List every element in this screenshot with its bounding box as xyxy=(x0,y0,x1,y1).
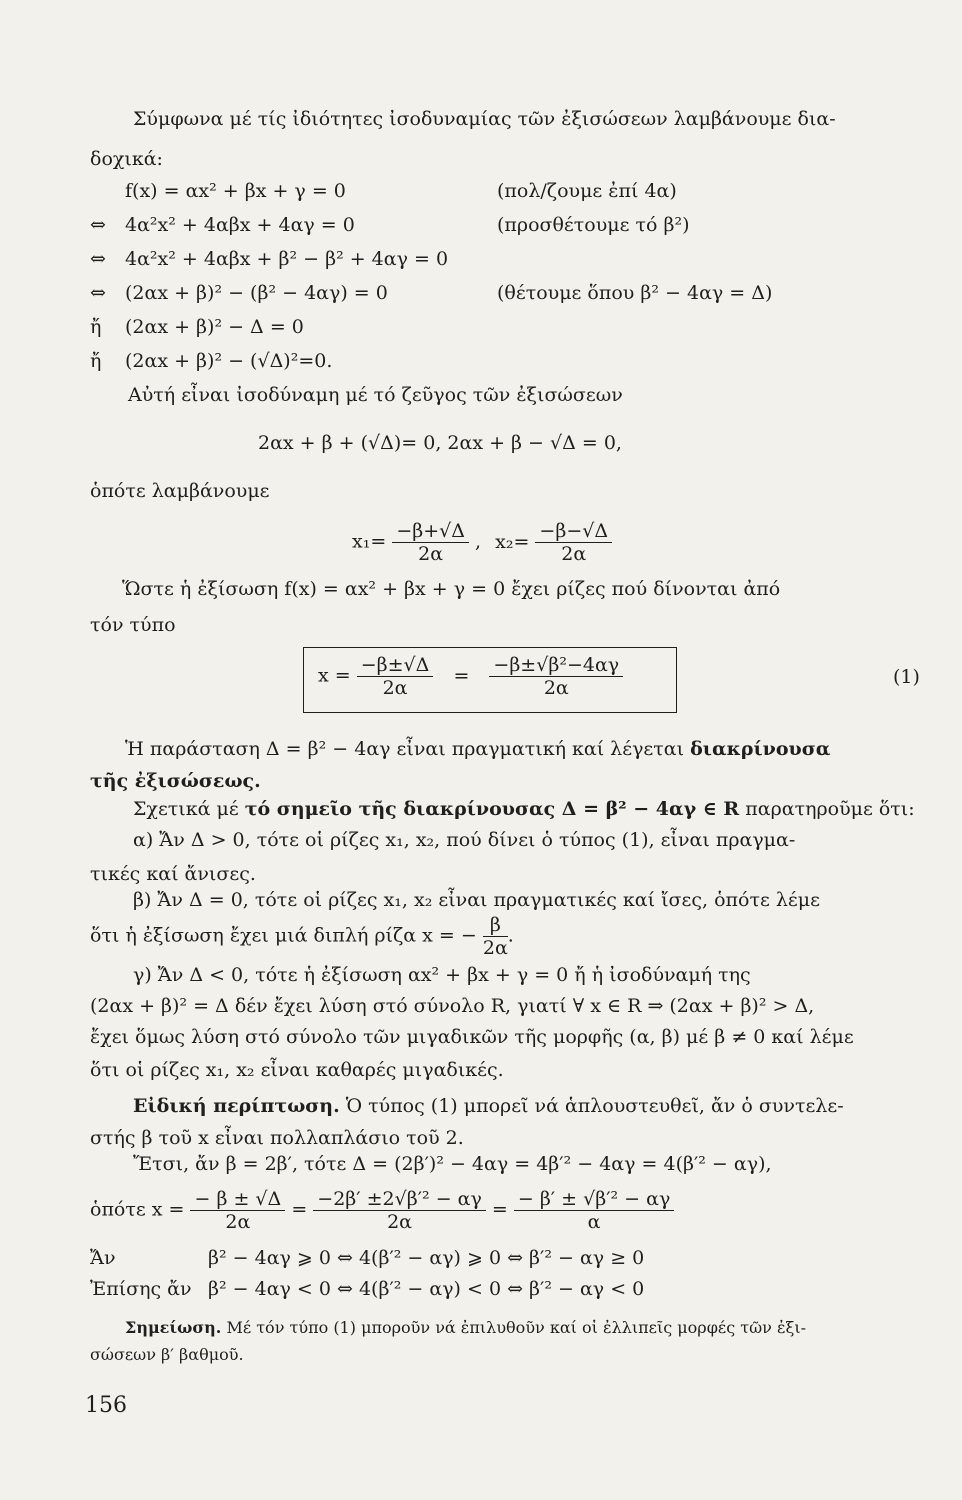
hence-denominator-3: α xyxy=(587,1211,601,1233)
hence-equals-1: = xyxy=(291,1198,308,1221)
formula-lhs: x = xyxy=(318,664,351,687)
condition-1-prefix: Ἄν xyxy=(90,1247,116,1269)
sign-prefix: Σχετικά μέ xyxy=(133,798,245,820)
derivation-expr: f(x) = αx² + βx + γ = 0 xyxy=(125,180,346,202)
condition-2-expr: β² − 4αγ < 0 ⇔ 4(β′² − αγ) < 0 ⇔ β′² − αγ < 0 xyxy=(208,1278,645,1300)
formula-numerator-2: −β±√β²−4αγ xyxy=(489,654,623,677)
so-text: ὁπότε λαμβάνουμε xyxy=(90,480,270,502)
double-root-numerator: β xyxy=(483,914,508,937)
hence-fraction-3 xyxy=(514,1188,674,1233)
note-text: Μέ τόν τύπο (1) μποροῦν νά ἐπιλυθοῦν καί οἱ ἐλλιπεῖς μορφές τῶν ἐξι- xyxy=(221,1318,807,1337)
case-a-line-2: τικές καί ἄνισες. xyxy=(90,863,256,885)
equivalence-symbol: ⇔ xyxy=(90,248,106,270)
hence-equals-2: = xyxy=(491,1198,508,1221)
equivalence-symbol: ⇔ xyxy=(90,282,106,304)
so-that-line-2: τόν τύπο xyxy=(90,614,176,636)
derivation-note: (θέτουμε ὅπου β² − 4αγ = Δ) xyxy=(497,282,773,304)
or-symbol: ἤ xyxy=(90,350,102,372)
hence-formula xyxy=(90,1188,674,1233)
double-root-denominator: 2α xyxy=(482,937,508,959)
formula-fraction-2 xyxy=(489,654,623,699)
x1-fraction xyxy=(392,520,469,565)
or-symbol: ἤ xyxy=(90,316,102,338)
hence-numerator-1: − β ± √Δ xyxy=(190,1188,285,1211)
case-b-text: ὅτι ἡ ἐξίσωση ἔχει μιά διπλή ρίζα x = − xyxy=(90,924,477,947)
note-heading: Σημείωση. xyxy=(125,1318,222,1337)
hence-denominator-2: 2α xyxy=(387,1211,413,1233)
note-line-1 xyxy=(125,1315,806,1341)
special-case-text: Ὁ τύπος (1) μπορεῖ νά ἁπλουστευθεῖ, ἄν ὁ συντελε- xyxy=(339,1095,844,1117)
quadratic-formula xyxy=(318,654,623,699)
x2-denominator: 2α xyxy=(561,543,587,565)
derivation-expr: (2αx + β)² − (β² − 4αγ) = 0 xyxy=(125,282,388,304)
formula-equals: = xyxy=(453,664,470,687)
special-case-line-1 xyxy=(133,1093,844,1119)
x1-numerator: −β+√Δ xyxy=(392,520,469,543)
hence-numerator-2: −2β′ ±2√β′² − αγ xyxy=(313,1188,486,1211)
sign-line xyxy=(133,796,915,822)
discriminant-term: διακρίνουσα xyxy=(690,738,831,760)
note-line-2: σώσεων β′ βαθμοῦ. xyxy=(90,1345,244,1364)
equivalent-text: Αὐτή εἶναι ἰσοδύναμη μέ τό ζεῦγος τῶν ἐξισώσεων xyxy=(128,384,623,406)
x1-label: x₁= xyxy=(352,530,387,553)
double-root-fraction xyxy=(483,914,508,959)
thus-line: Ἔτσι, ἄν β = 2β′, τότε Δ = (2β′)² − 4αγ = 4β′² − 4αγ = 4(β′² − αγ), xyxy=(133,1153,772,1175)
sign-term: τό σημεῖο τῆς διακρίνουσας Δ = β² − 4αγ ∈ R xyxy=(244,798,740,820)
formula-denominator-1: 2α xyxy=(382,677,408,699)
derivation-note: (προσθέτουμε τό β²) xyxy=(497,214,690,236)
condition-1-expr: β² − 4αγ ⩾ 0 ⇔ 4(β′² − αγ) ⩾ 0 ⇔ β′² − αγ ≥ 0 xyxy=(208,1247,645,1269)
x2-label: x₂= xyxy=(495,530,530,553)
formula-denominator-2: 2α xyxy=(543,677,569,699)
special-case-heading: Εἰδική περίπτωση. xyxy=(133,1095,340,1117)
equivalence-symbol: ⇔ xyxy=(90,214,106,236)
discriminant-continuation: τῆς ἐξισώσεως. xyxy=(90,770,261,792)
case-c-line-3: ἔχει ὅμως λύση στό σύνολο τῶν μιγαδικῶν τῆς μορφῆς (α, β) μέ β ≠ 0 καί λέμε xyxy=(90,1026,854,1048)
case-b-line-2 xyxy=(90,914,514,959)
derivation-note: (πολ/ζουμε ἐπί 4α) xyxy=(497,180,677,202)
case-b-line-1: β) Ἄν Δ = 0, τότε οἱ ρίζες x₁, x₂ εἶναι πραγματικές καί ἴσες, ὁπότε λέμε xyxy=(133,889,820,911)
discriminant-text: Ἡ παράσταση Δ = β² − 4αγ εἶναι πραγματική καί λέγεται xyxy=(125,738,691,760)
formula-numerator-1: −β±√Δ xyxy=(357,654,434,677)
derivation-expr: (2αx + β)² − Δ = 0 xyxy=(125,316,304,338)
hence-fraction-2 xyxy=(313,1188,486,1233)
x2-numerator: −β−√Δ xyxy=(535,520,612,543)
hence-denominator-1: 2α xyxy=(225,1211,251,1233)
case-c-line-2: (2αx + β)² = Δ δέν ἔχει λύση στό σύνολο R, γιατί ∀ x ∈ R ⇒ (2αx + β)² > Δ, xyxy=(90,995,815,1017)
case-a-line-1: α) Ἄν Δ > 0, τότε οἱ ρίζες x₁, x₂, πού δίνει ὁ τύπος (1), εἶναι πραγμα- xyxy=(133,829,796,851)
hence-numerator-3: − β′ ± √β′² − αγ xyxy=(514,1188,674,1211)
special-case-line-2: στής β τοῦ x εἶναι πολλαπλάσιο τοῦ 2. xyxy=(90,1127,464,1149)
hence-fraction-1 xyxy=(190,1188,285,1233)
x2-fraction xyxy=(535,520,612,565)
case-c-line-4: ὅτι οἱ ρίζες x₁, x₂ εἶναι καθαρές μιγαδικές. xyxy=(90,1059,504,1081)
pair-equations: 2αx + β + (√Δ)= 0, 2αx + β − √Δ = 0, xyxy=(258,432,622,454)
case-b-end: . xyxy=(507,924,514,947)
derivation-expr: 4α²x² + 4αβx + 4αγ = 0 xyxy=(125,214,355,236)
discriminant-line xyxy=(125,736,830,762)
derivation-expr: 4α²x² + 4αβx + β² − β² + 4αγ = 0 xyxy=(125,248,449,270)
sign-suffix: παρατηροῦμε ὅτι: xyxy=(739,798,915,820)
page-number: 156 xyxy=(85,1393,127,1418)
intro-line-1: Σύμφωνα μέ τίς ἰδιότητες ἰσοδυναμίας τῶν ἐξισώσεων λαμβάνουμε δια- xyxy=(133,108,836,130)
derivation-expr: (2αx + β)² − (√Δ)²=0. xyxy=(125,350,333,372)
condition-2-prefix: Ἐπίσης ἄν xyxy=(90,1278,192,1300)
intro-line-2: δοχικά: xyxy=(90,148,163,170)
hence-prefix: ὁπότε x = xyxy=(90,1198,185,1221)
formula-tag: (1) xyxy=(893,666,920,688)
so-that-line-1: Ὥστε ἡ ἐξίσωση f(x) = αx² + βx + γ = 0 ἔχει ρίζες πού δίνονται ἀπό xyxy=(122,578,781,600)
formula-fraction-1 xyxy=(357,654,434,699)
roots-separator: , xyxy=(475,530,482,553)
x1-denominator: 2α xyxy=(418,543,444,565)
case-c-line-1: γ) Ἄν Δ < 0, τότε ἡ ἐξίσωση αx² + βx + γ = 0 ἤ ἡ ἰσοδύναμή της xyxy=(133,964,751,986)
roots-formula xyxy=(352,520,612,565)
